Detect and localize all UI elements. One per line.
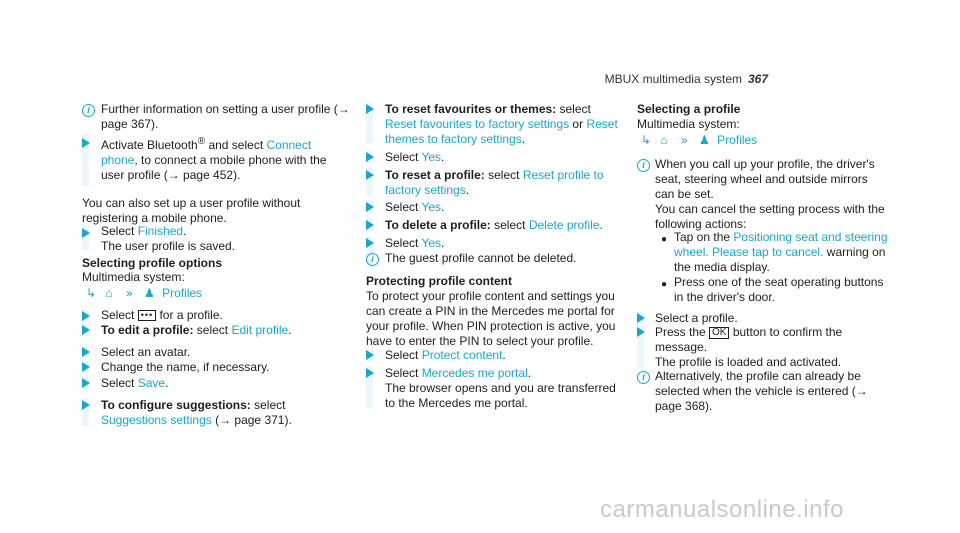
watermark: carmanualsonline.info bbox=[600, 496, 844, 523]
step-text: (→ page 371). bbox=[211, 413, 292, 427]
step-arrow-icon bbox=[366, 220, 374, 230]
step-arrow-icon bbox=[366, 238, 374, 248]
system-label: Multimedia system: bbox=[82, 270, 185, 284]
nav-profiles: Profiles bbox=[162, 286, 203, 300]
step-select-yes-2 bbox=[385, 200, 444, 215]
step-text: , to connect a mobile phone with the user profile (→ page 452). bbox=[101, 153, 327, 182]
paragraph-no-phone: You can also set up a user profile without registering a mobile phone. bbox=[82, 196, 301, 225]
paragraph-pin-protection: To protect your profile content and settings you can create a PIN in the Mercedes me portal for your profile. When PIN protection is active, you have to enter the PIN to select your profile. bbox=[366, 289, 616, 348]
step-text: . bbox=[599, 218, 603, 232]
step-text: Select bbox=[101, 224, 138, 238]
more-icon: ••• bbox=[138, 310, 156, 321]
info-icon: i bbox=[82, 104, 95, 117]
step-text: Select bbox=[385, 150, 422, 164]
step-select-save bbox=[101, 376, 168, 391]
step-text: . bbox=[288, 323, 292, 337]
step-text: . bbox=[521, 132, 526, 146]
step-text: Activate Bluetooth bbox=[101, 138, 198, 152]
step-reset-profile bbox=[385, 168, 615, 198]
step-text: Select bbox=[385, 200, 422, 214]
mercedes-me-portal-link[interactable]: Mercedes me portal bbox=[421, 366, 528, 380]
step-configure-suggestions bbox=[101, 398, 341, 428]
info-icon: i bbox=[366, 253, 379, 266]
bullet-tap-warning bbox=[674, 230, 889, 275]
chevron-double-icon: » bbox=[126, 286, 133, 300]
step-bold: To reset favourites or themes: bbox=[385, 102, 557, 116]
step-text: select bbox=[250, 398, 286, 412]
step-delete-profile bbox=[385, 218, 603, 233]
home-icon: ⌂ bbox=[105, 286, 113, 301]
step-text: Press the bbox=[655, 325, 710, 339]
step-select-profile: Select a profile. bbox=[655, 311, 738, 325]
step-text: . bbox=[465, 183, 470, 197]
step-arrow-icon bbox=[82, 362, 90, 372]
step-arrow-icon bbox=[366, 170, 374, 180]
step-select-yes-1 bbox=[385, 150, 444, 165]
step-edit-profile bbox=[101, 323, 292, 338]
nav-profiles: Profiles bbox=[717, 133, 758, 147]
heading-selecting-profile: Selecting a profile bbox=[637, 102, 741, 116]
reset-profile-link[interactable]: Reset profile to factory settings bbox=[385, 168, 604, 197]
user-icon: ♟ bbox=[699, 133, 710, 147]
step-text: select bbox=[556, 102, 591, 116]
nav-path bbox=[86, 286, 202, 301]
step-mercedes-portal bbox=[385, 366, 620, 411]
step-arrow-icon bbox=[82, 311, 90, 321]
step-activate-bluetooth bbox=[101, 134, 346, 183]
info-icon: i bbox=[637, 371, 650, 384]
step-select-yes-3 bbox=[385, 236, 444, 251]
step-result: The user profile is saved. bbox=[101, 239, 236, 253]
heading-profile-options: Selecting profile options bbox=[82, 256, 223, 270]
reset-themes-link[interactable]: Reset themes to factory settings bbox=[385, 117, 618, 146]
yes-link[interactable]: Yes bbox=[421, 150, 442, 164]
note-call-up-profile: When you call up your profile, the driver's seat, steering wheel and outside mirrors can be set. bbox=[655, 157, 875, 201]
nav-arrow-icon: ↳ bbox=[86, 286, 97, 300]
step-arrow-icon bbox=[82, 228, 90, 238]
step-arrow-icon bbox=[82, 325, 90, 335]
step-press-ok bbox=[655, 325, 885, 370]
step-arrow-icon bbox=[637, 327, 645, 337]
connect-phone-link[interactable]: Connect phone bbox=[101, 138, 312, 167]
bullet-icon: ● bbox=[661, 279, 668, 290]
note-cancel-setting: You can cancel the setting process with the following actions: bbox=[655, 202, 885, 231]
bullet-seat-buttons: Press one of the seat operating buttons in the driver's door. bbox=[674, 275, 884, 304]
step-text: Select bbox=[101, 376, 138, 390]
suggestions-settings-link[interactable]: Suggestions settings bbox=[101, 413, 212, 427]
step-text: . bbox=[502, 348, 506, 362]
note-further-info: Further information on setting a user profile (→ page 367). bbox=[101, 102, 350, 131]
step-text: . bbox=[441, 236, 445, 250]
delete-profile-link[interactable]: Delete profile bbox=[528, 218, 600, 232]
edit-profile-link[interactable]: Edit profile bbox=[231, 323, 289, 337]
user-icon: ♟ bbox=[144, 286, 155, 300]
running-header: MBUX multimedia system bbox=[604, 72, 742, 86]
step-bold: To edit a profile: bbox=[101, 323, 194, 337]
step-text: Select bbox=[385, 366, 422, 380]
note-guest-profile: The guest profile cannot be deleted. bbox=[385, 251, 577, 265]
note-alternatively: Alternatively, the profile can already be selected when the vehicle is entered (→ page 368). bbox=[655, 369, 868, 413]
page-number: 367 bbox=[747, 72, 768, 86]
step-text: for a profile. bbox=[156, 308, 223, 322]
step-text: select bbox=[490, 218, 529, 232]
step-bold: To delete a profile: bbox=[385, 218, 491, 232]
step-text: or bbox=[569, 117, 587, 131]
bullet-icon: ● bbox=[661, 234, 668, 245]
ok-icon: OK bbox=[709, 327, 729, 339]
step-arrow-icon bbox=[82, 347, 90, 357]
step-select-more bbox=[101, 308, 223, 323]
step-text: . bbox=[165, 376, 169, 390]
finished-link[interactable]: Finished bbox=[137, 224, 184, 238]
yes-link[interactable]: Yes bbox=[421, 236, 442, 250]
info-icon: i bbox=[637, 159, 650, 172]
bullet-text: warning on the media display. bbox=[674, 245, 886, 274]
heading-protecting-content: Protecting profile content bbox=[366, 274, 513, 288]
nav-arrow-icon: ↳ bbox=[641, 133, 652, 147]
registered-mark: ® bbox=[197, 136, 206, 147]
reset-favourites-link[interactable]: Reset favourites to factory settings bbox=[385, 117, 570, 131]
step-change-name: Change the name, if necessary. bbox=[101, 360, 270, 374]
protect-content-link[interactable]: Protect content bbox=[421, 348, 503, 362]
step-text: Select bbox=[385, 236, 422, 250]
step-arrow-icon bbox=[366, 152, 374, 162]
step-reset-favourites bbox=[385, 102, 625, 147]
home-icon: ⌂ bbox=[660, 133, 668, 148]
step-arrow-icon bbox=[637, 313, 645, 323]
step-arrow-icon bbox=[366, 350, 374, 360]
step-result: The browser opens and you are transferred to the Mercedes me portal. bbox=[385, 381, 616, 410]
step-text: . bbox=[441, 200, 445, 214]
system-label: Multimedia system: bbox=[637, 117, 740, 131]
step-text: select bbox=[484, 168, 523, 182]
step-text: button to confirm the message. bbox=[655, 325, 843, 354]
nav-path bbox=[641, 133, 757, 148]
step-text: . bbox=[183, 224, 187, 238]
step-bold: To reset a profile: bbox=[385, 168, 485, 182]
positioning-warning-link[interactable]: Positioning seat and steering wheel. Please tap to cancel. bbox=[674, 230, 888, 259]
step-text: . bbox=[527, 366, 532, 380]
step-arrow-icon bbox=[366, 104, 374, 114]
step-arrow-icon bbox=[82, 138, 90, 148]
step-text: Select bbox=[101, 308, 138, 322]
step-result: The profile is loaded and activated. bbox=[655, 355, 842, 369]
step-arrow-icon bbox=[82, 400, 90, 410]
step-text: select bbox=[193, 323, 232, 337]
step-text: and select bbox=[205, 138, 267, 152]
bullet-text: Tap on the bbox=[674, 230, 734, 244]
step-bold: To configure suggestions: bbox=[101, 398, 251, 412]
step-arrow-icon bbox=[366, 368, 374, 378]
step-protect-content bbox=[385, 348, 506, 363]
step-text: . bbox=[441, 150, 445, 164]
step-arrow-icon bbox=[82, 378, 90, 388]
chevron-double-icon: » bbox=[681, 133, 688, 147]
step-select-avatar: Select an avatar. bbox=[101, 345, 191, 359]
step-select-finished bbox=[101, 224, 346, 254]
step-text: Select bbox=[385, 348, 422, 362]
step-arrow-icon bbox=[366, 202, 374, 212]
save-link[interactable]: Save bbox=[137, 376, 166, 390]
yes-link[interactable]: Yes bbox=[421, 200, 442, 214]
